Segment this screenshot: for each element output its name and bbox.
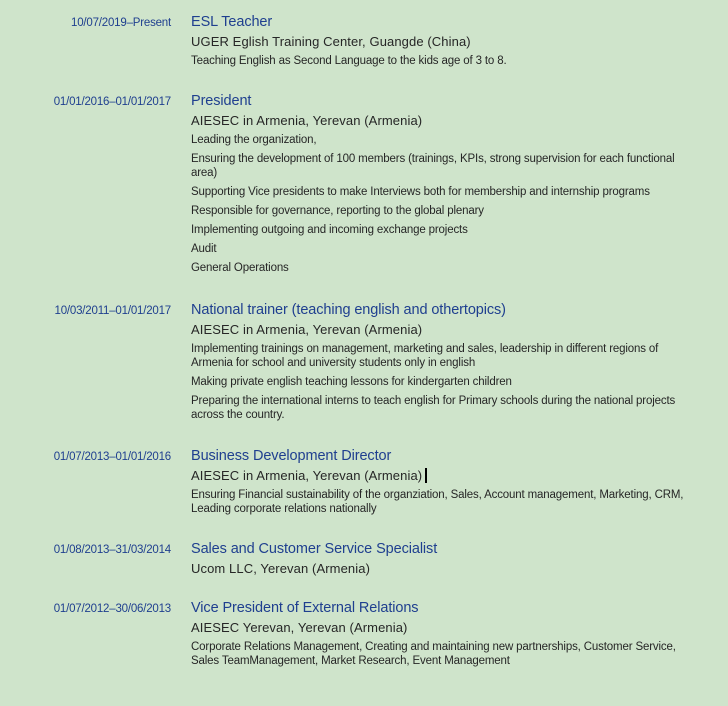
entry-date: 10/07/2019–Present <box>71 17 171 29</box>
entry-date: 01/07/2013–01/01/2016 <box>53 451 171 463</box>
entry-date: 01/08/2013–31/03/2014 <box>53 544 171 556</box>
description-line[interactable]: Corporate Relations Management, Creating and maintaining new partnerships, Customer Service, Sales TeamManagement, Market Research, Event Management <box>191 641 676 667</box>
description-line[interactable]: Implementing outgoing and incoming exchange projects <box>191 224 468 236</box>
description-line[interactable]: Leading the organization, <box>191 134 317 146</box>
entry-content <box>191 599 691 673</box>
job-title[interactable]: Sales and Customer Service Specialist <box>191 541 438 557</box>
employer[interactable]: Ucom LLC, Yerevan (Armenia) <box>191 561 370 576</box>
employer[interactable]: UGER Eglish Training Center, Guangde (China) <box>191 34 471 49</box>
job-title[interactable]: ESL Teacher <box>191 14 273 30</box>
entry-content <box>191 92 691 280</box>
description-line[interactable]: Responsible for governance, reporting to the global plenary <box>191 205 484 217</box>
entry-content <box>191 540 691 581</box>
employer[interactable]: AIESEC Yerevan, Yerevan (Armenia) <box>191 620 408 635</box>
description-line[interactable]: Ensuring the development of 100 members (trainings, KPIs, strong supervision for each functional area) <box>191 153 675 179</box>
employer[interactable]: AIESEC in Armenia, Yerevan (Armenia) <box>191 322 423 337</box>
entry-date: 10/03/2011–01/01/2017 <box>54 305 171 317</box>
entry-content <box>191 447 691 521</box>
text-cursor <box>425 468 427 483</box>
job-title[interactable]: Business Development Director <box>191 448 392 464</box>
entry-date: 01/01/2016–01/01/2017 <box>53 96 171 108</box>
employer[interactable]: AIESEC in Armenia, Yerevan (Armenia) <box>191 113 423 128</box>
job-title[interactable]: National trainer (teaching english and othertopics) <box>191 302 506 318</box>
description-line[interactable]: Implementing trainings on management, marketing and sales, leadership in different regions of Armenia for school and university students only in english <box>191 343 659 369</box>
description-line[interactable]: Audit <box>191 243 217 255</box>
job-title[interactable]: Vice President of External Relations <box>191 600 419 616</box>
employer[interactable]: AIESEC in Armenia, Yerevan (Armenia) <box>191 468 423 483</box>
entry-content <box>191 13 691 73</box>
description-line[interactable]: General Operations <box>191 262 289 274</box>
description-line[interactable]: Supporting Vice presidents to make Interviews both for membership and internship programs <box>191 186 650 198</box>
description-line[interactable]: Making private english teaching lessons for kindergarten children <box>191 376 512 388</box>
description-line[interactable]: Teaching English as Second Language to the kids age of 3 to 8. <box>191 55 507 67</box>
entry-content <box>191 301 691 427</box>
job-title[interactable]: President <box>191 93 252 109</box>
employer-row[interactable] <box>191 467 691 488</box>
description-line[interactable]: Preparing the international interns to teach english for Primary schools during the national projects across the country. <box>191 395 676 421</box>
entry-date: 01/07/2012–30/06/2013 <box>53 603 171 615</box>
description-line[interactable]: Ensuring Financial sustainability of the organziation, Sales, Account management, Marketing, CRM, Leading corporate relations nationally <box>191 489 684 515</box>
